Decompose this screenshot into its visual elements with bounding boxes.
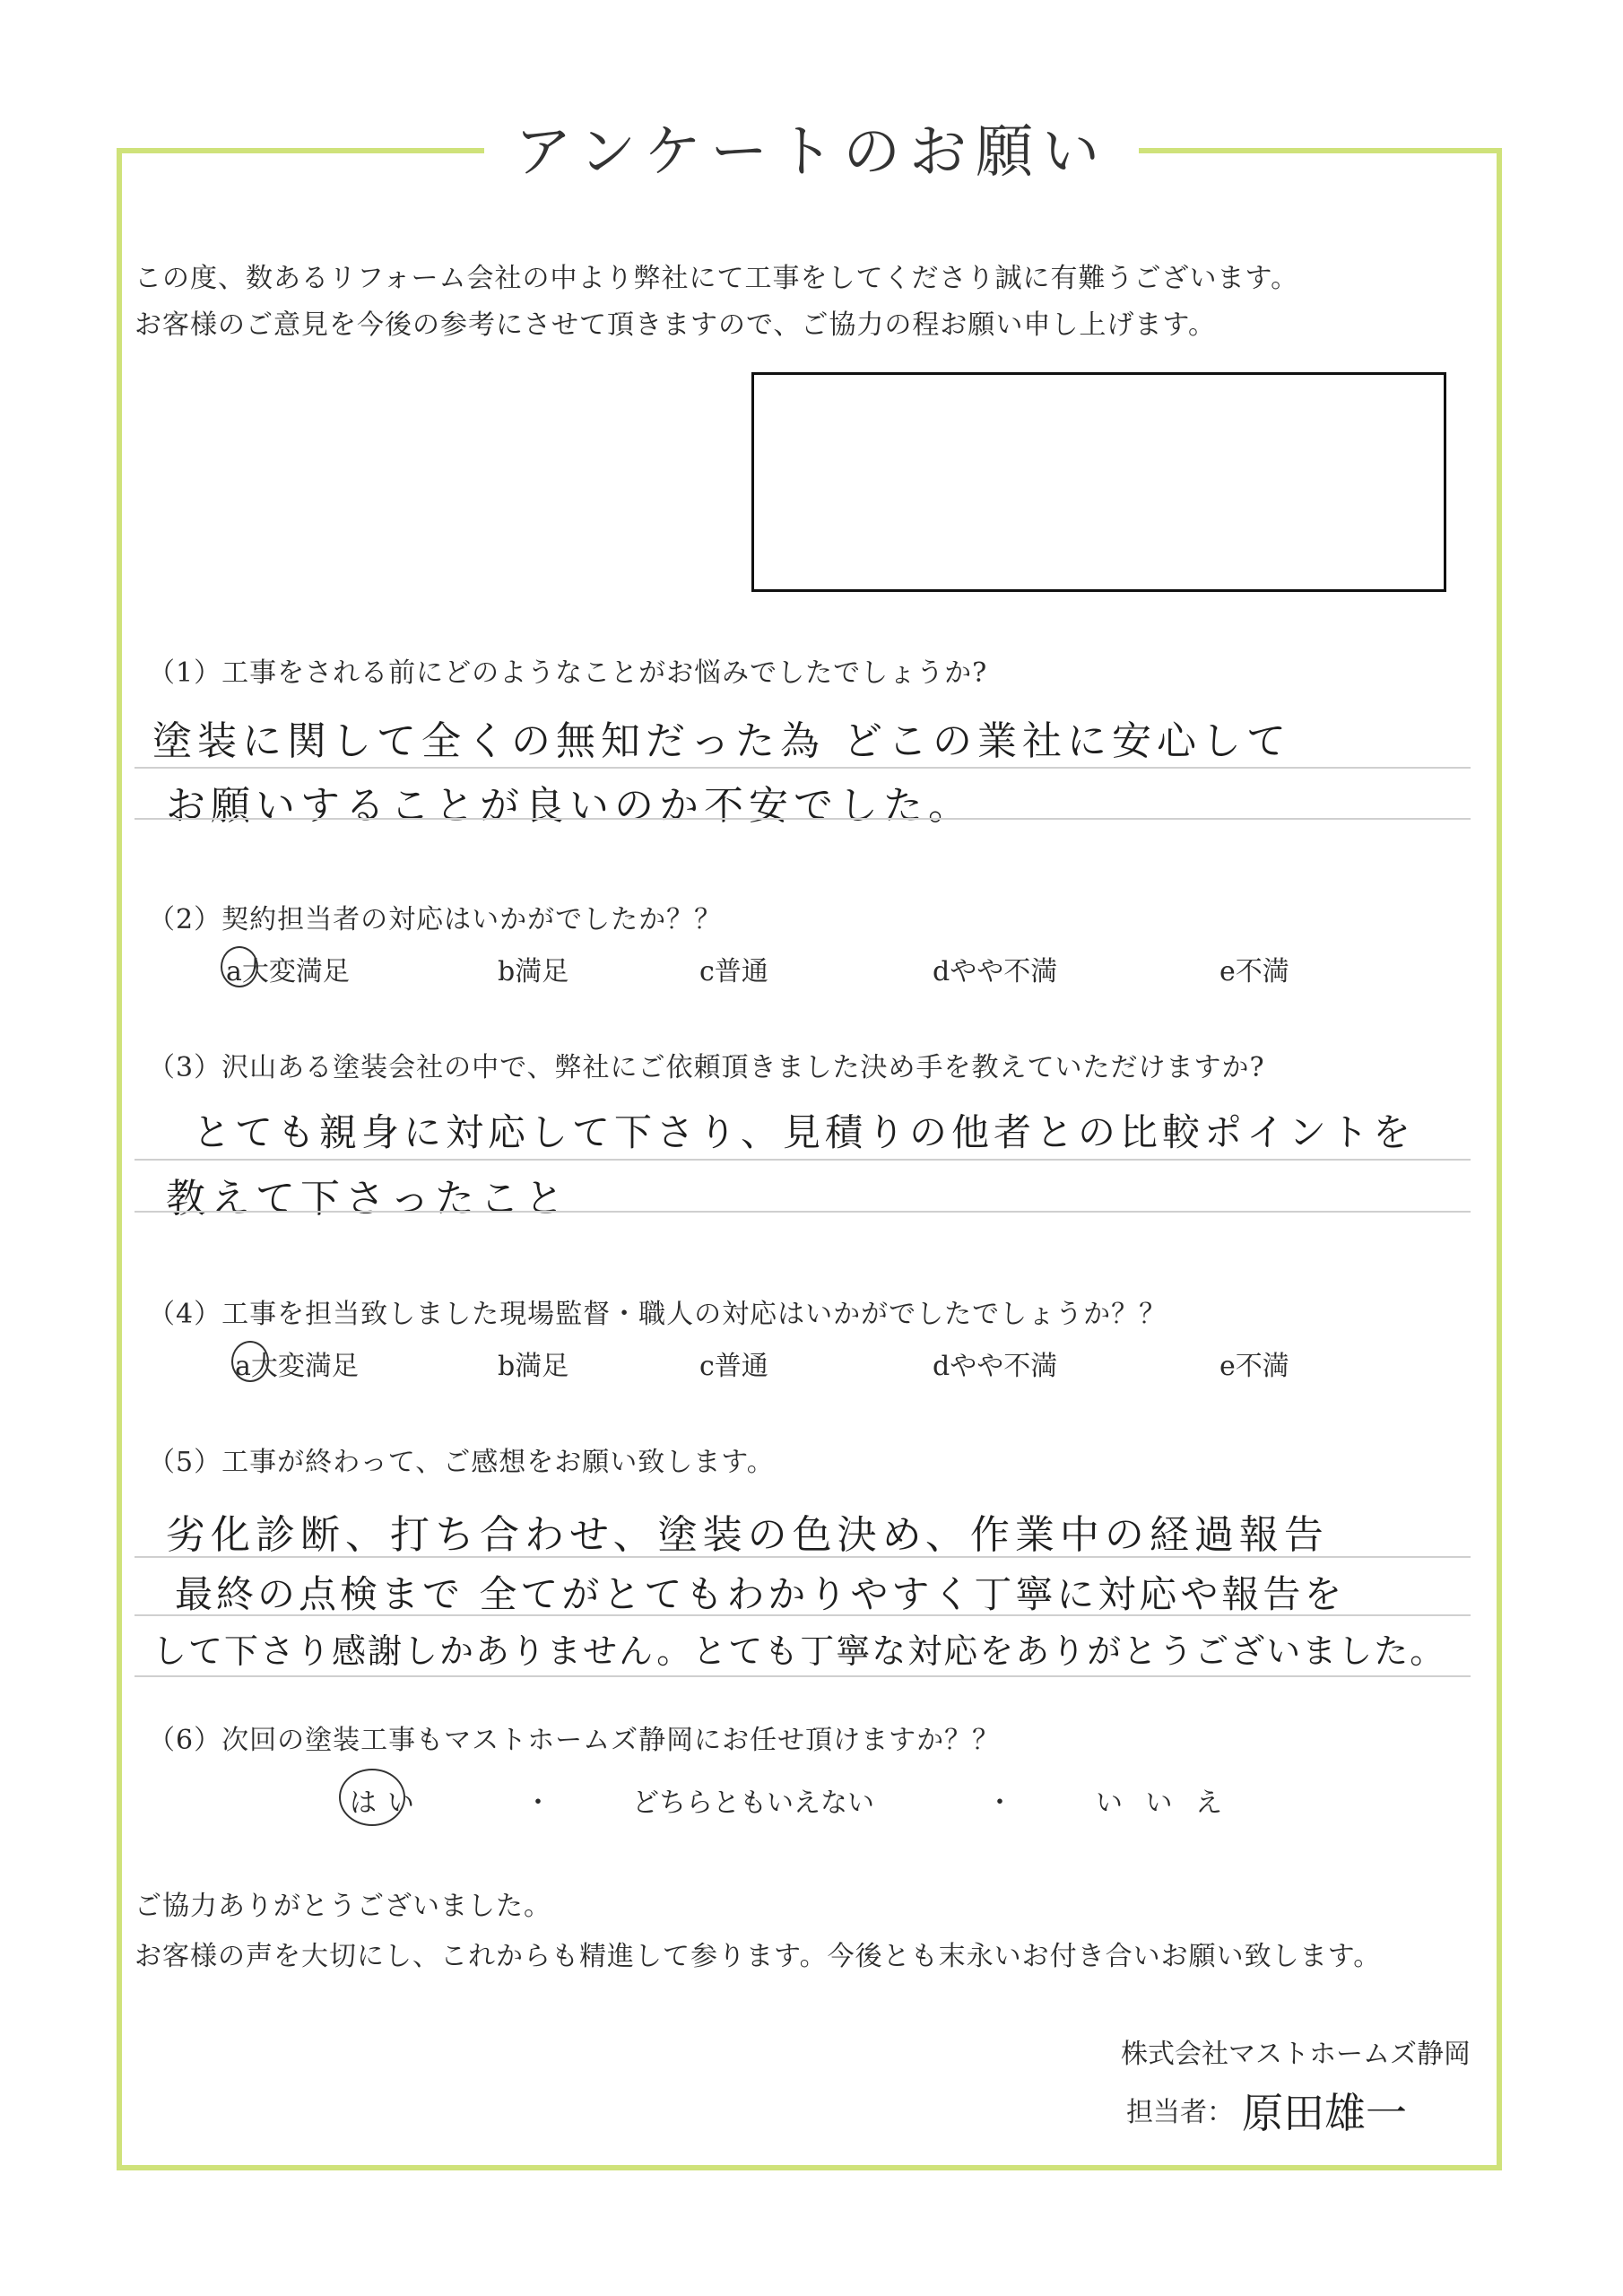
closing-line-2: お客様の声を大切にし、これからも精進して参ります。今後とも末永いお付き合いお願い致します。	[135, 1941, 1382, 1972]
question-5-number: （5）	[148, 1447, 222, 1478]
q4-selected-circle	[231, 1341, 269, 1382]
question-1	[148, 650, 987, 690]
intro-line-2: お客様のご意見を今後の参考にさせて頂きますので、ご協力の程お願い申し上げます。	[135, 309, 1216, 341]
answer-rule	[135, 1159, 1471, 1161]
question-2-number: （2）	[148, 904, 222, 935]
answer-5-line-2: 最終の点検まで 全てがとてもわかりやすく丁寧に対応や報告を	[175, 1572, 1346, 1616]
answer-5-line-3: して下さり感謝しかありません。とても丁寧な対応をありがとうございました。	[152, 1631, 1446, 1671]
q6-separator-2: ・	[986, 1787, 1013, 1819]
question-3-number: （3）	[148, 1052, 222, 1083]
q4-option-b: b満足	[498, 1351, 569, 1382]
question-3-text: 沢山ある塗装会社の中で、弊社にご依頼頂きました決め手を教えていただけますか?	[221, 1052, 1265, 1083]
q2-selected-circle	[221, 946, 258, 987]
question-4-number: （4）	[148, 1299, 222, 1330]
q2-option-e: e不満	[1219, 956, 1289, 987]
answer-1-line-1: 塗装に関して全くの無知だった為 どこの業社に安心して	[152, 718, 1291, 764]
q2-option-a: a大変満足	[226, 956, 350, 987]
answer-5-line-1: 劣化診断、打ち合わせ、塗装の色決め、作業中の経過報告	[166, 1512, 1329, 1558]
answer-3-line-2: 教えて下さったこと	[166, 1176, 569, 1222]
q4-option-c: c普通	[699, 1351, 768, 1382]
intro-line-1: この度、数あるリフォーム会社の中より弊社にて工事をしてくださり誠に有難うございます。	[135, 263, 1299, 294]
page-title: アンケートのお願い	[0, 106, 1623, 188]
closing-text	[135, 1882, 1381, 1982]
q2-option-d: dやや不満	[933, 956, 1058, 987]
q6-option-yes: はい	[350, 1787, 425, 1819]
staff-label: 担当者：	[1126, 2097, 1234, 2128]
answer-rule	[135, 1211, 1471, 1213]
company-name: 株式会社マストホームズ静岡	[1121, 2039, 1471, 2070]
question-6-text: 次回の塗装工事もマストホームズ静岡にお任せ頂けますか？？	[221, 1725, 1001, 1756]
closing-line-1: ご協力ありがとうございました。	[135, 1891, 551, 1922]
answer-rule	[135, 767, 1471, 769]
question-5-text: 工事が終わって、ご感想をお願い致します。	[221, 1447, 775, 1478]
question-2-text: 契約担当者の対応はいかがでしたか？？	[221, 904, 723, 935]
question-1-text: 工事をされる前にどのようなことがお悩みでしたでしょうか?	[221, 657, 988, 689]
q2-option-b: b満足	[498, 956, 569, 987]
question-6	[148, 1718, 1000, 1757]
q4-option-d: dやや不満	[933, 1351, 1058, 1382]
q6-option-neutral: どちらともいえない	[632, 1787, 874, 1819]
q2-option-c: c普通	[699, 956, 768, 987]
answer-rule	[135, 1614, 1471, 1616]
answer-rule	[135, 1556, 1471, 1558]
question-2	[148, 897, 722, 936]
answer-rule	[135, 818, 1471, 820]
question-3	[148, 1045, 1265, 1084]
customer-name-box	[751, 372, 1446, 592]
question-4	[148, 1292, 1167, 1331]
answer-rule	[135, 1675, 1471, 1677]
answer-3-line-1: とても親身に対応して下さり、見積りの他者との比較ポイントを	[193, 1110, 1416, 1154]
q6-selected-circle	[339, 1769, 405, 1826]
question-4-text: 工事を担当致しました現場監督・職人の対応はいかがでしたでしょうか？？	[221, 1299, 1167, 1330]
question-5	[148, 1439, 775, 1479]
staff-signature: 原田雄一	[1242, 2089, 1407, 2137]
q6-separator-1: ・	[525, 1787, 551, 1819]
q4-option-a: a大変満足	[235, 1351, 359, 1382]
question-6-number: （6）	[148, 1725, 222, 1756]
intro-text	[135, 256, 1298, 349]
q4-option-e: e不満	[1219, 1351, 1289, 1382]
answer-1-line-2: お願いすることが良いのか不安でした。	[166, 783, 973, 829]
q6-option-no: い い え	[1096, 1787, 1230, 1819]
question-1-number: （1）	[148, 657, 222, 689]
